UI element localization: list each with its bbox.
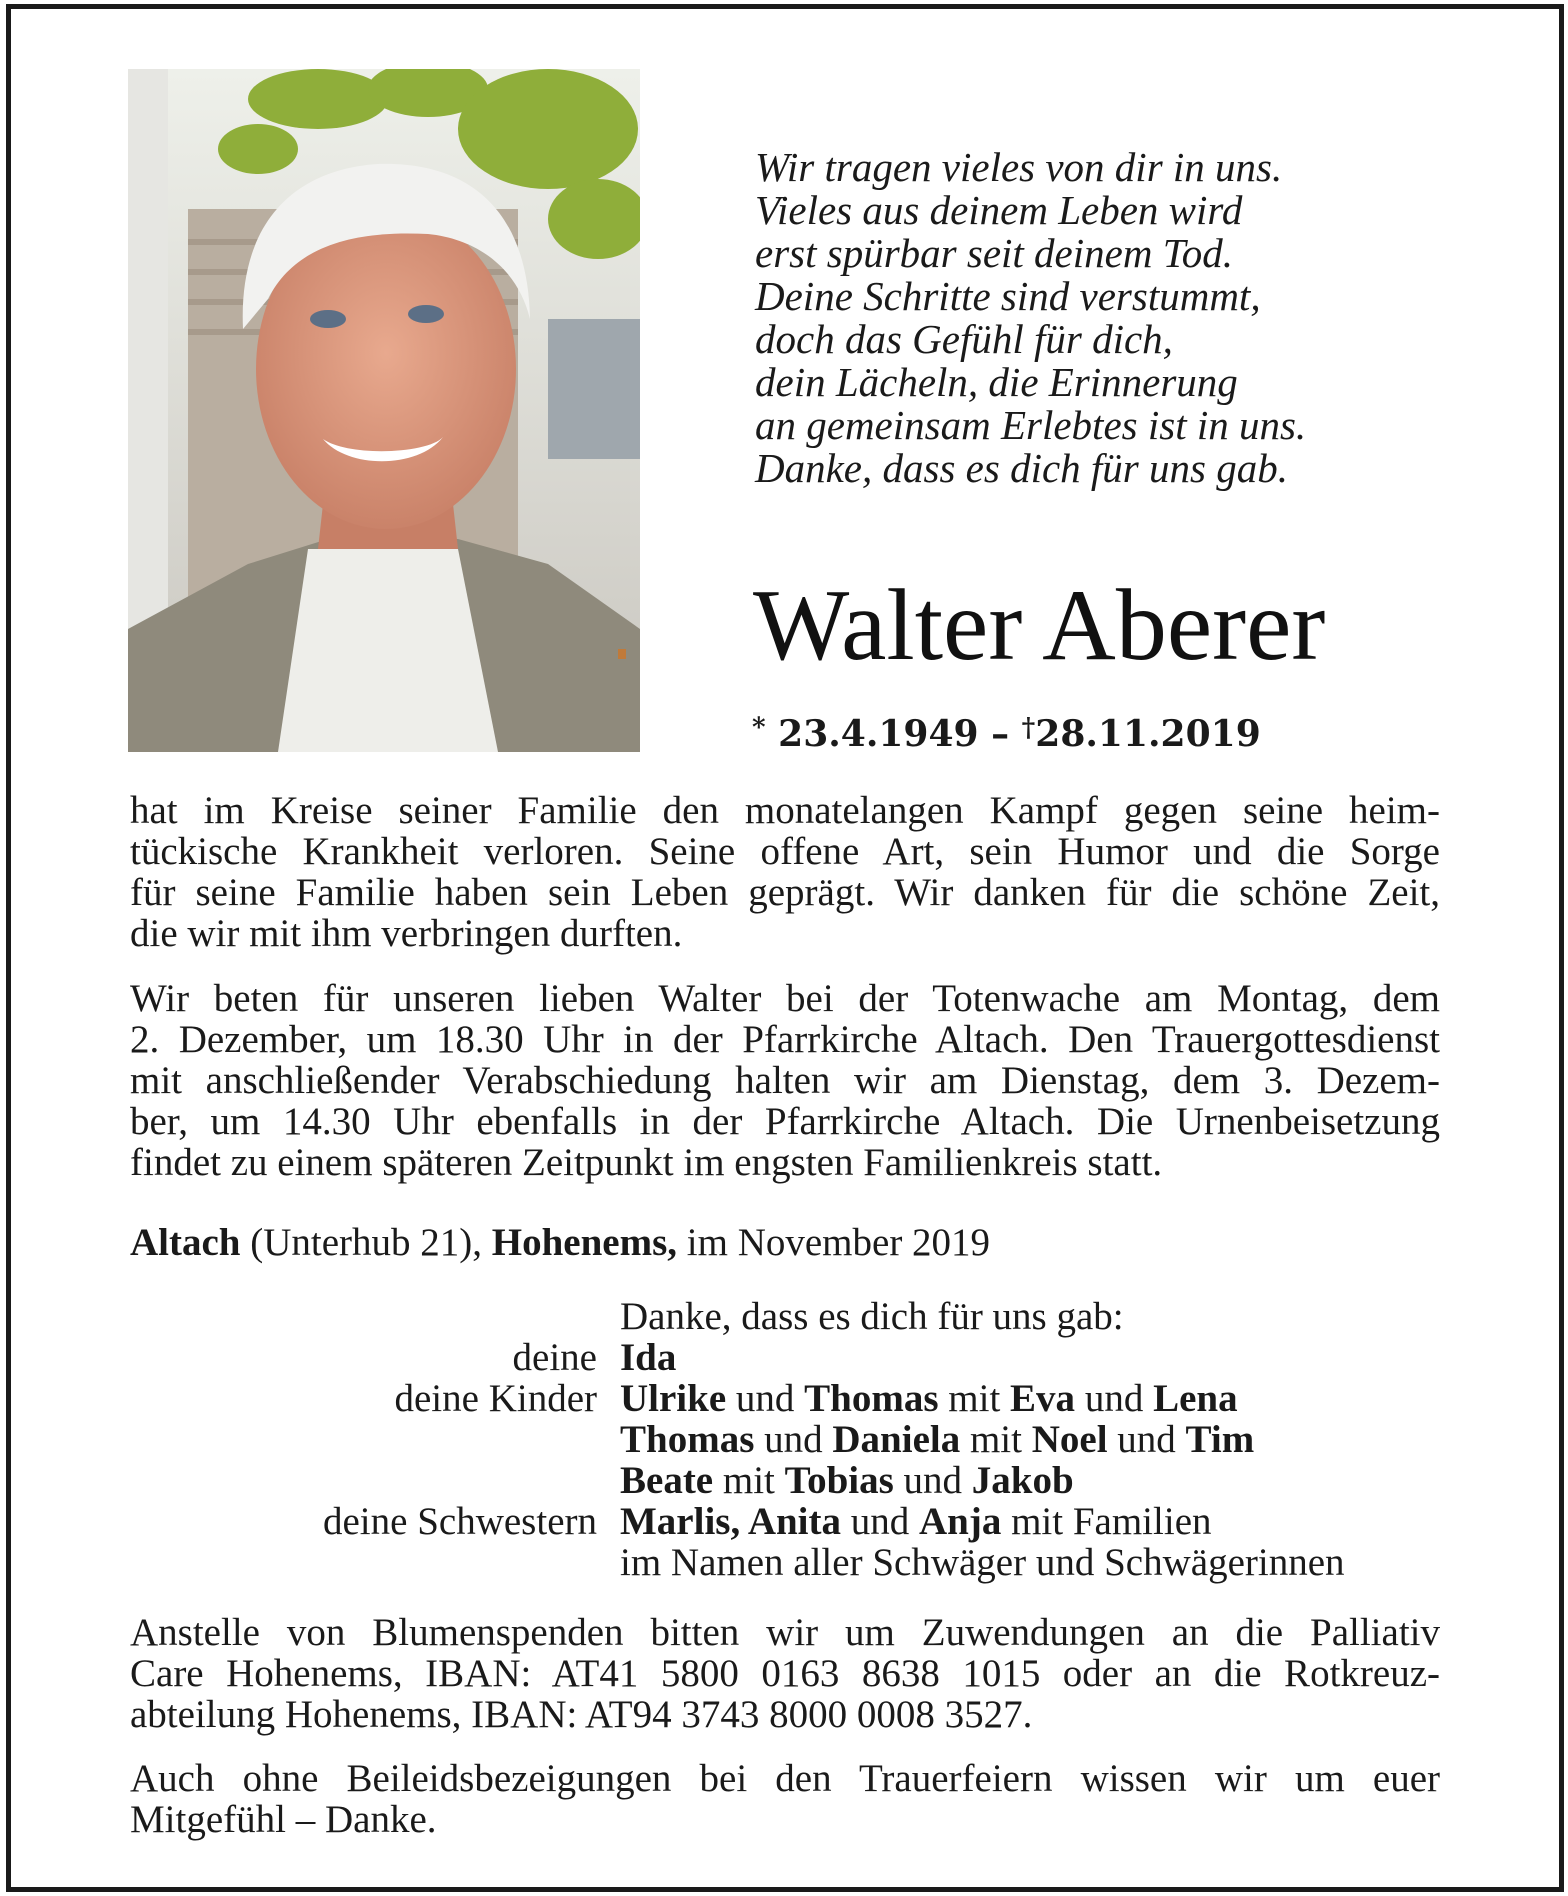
poem-line: Danke, dass es dich für uns gab. [755,445,1288,491]
connector: mit [938,1377,1011,1420]
address: (Unterhub 21), [240,1221,492,1264]
text-line: mit anschließender Verabschiedung halten wir am Dienstag, dem 3. Dezem- [130,1059,1440,1102]
poem-line: Deine Schritte sind verstummt, [755,273,1261,319]
relation-label: deine Kinder [394,1377,597,1420]
text-line: findet zu einem späteren Zeitpunkt im engsten Familienkreis statt. [130,1141,1163,1184]
month-year: im November 2019 [677,1221,991,1264]
family-line [620,1378,1460,1419]
signer-row [130,1378,1460,1419]
family-name: Thomas [620,1418,755,1461]
connector: und [893,1459,972,1502]
connector: und [726,1377,805,1420]
text-line: Care Hohenems, IBAN: AT41 5800 0163 8638 1015 oder an die Rotkreuz- [130,1652,1440,1695]
family-name: Noel [1031,1418,1108,1461]
poem-line: an gemeinsam Erlebtes ist in uns. [755,402,1307,448]
signers-intro: Danke, dass es dich für uns gab: [620,1295,1124,1338]
family-name: Lena [1153,1377,1238,1420]
family-name: Tim [1185,1418,1255,1461]
town-altach: Altach [130,1221,241,1264]
donation-paragraph [130,1612,1440,1735]
death-date: 28.11.2019 [1035,713,1261,755]
town-hohenems: Hohenems, [491,1221,678,1264]
deceased-name: Walter Aberer [753,569,1326,682]
text-line: ber, um 14.30 Uhr ebenfalls in der Pfarrkirche Altach. Die Urnenbeisetzung [130,1100,1440,1143]
family-name: Thomas [804,1377,939,1420]
family-name: Beate [620,1459,714,1502]
text-line: Wir beten für unseren lieben Walter bei der Totenwache am Montag, dem [130,977,1440,1020]
family-line [620,1460,1460,1501]
family-name: Jakob [971,1459,1074,1502]
service-paragraph [130,978,1440,1183]
poem-line: Vieles aus deinem Leben wird [755,187,1243,233]
text-line: die wir mit ihm verbringen durften. [130,912,683,955]
signer-row [130,1337,1460,1378]
connector: und [754,1418,833,1461]
connector: und [1107,1418,1186,1461]
place-and-date [130,1222,990,1263]
life-dates [752,706,1261,756]
connector: mit [960,1418,1032,1461]
relation-label: deine Schwestern [323,1500,597,1543]
portrait-photo [128,69,640,752]
text-line: abteilung Hohenems, IBAN: AT94 3743 8000 0008 3527. [130,1693,1033,1736]
text-line: Mitgefühl – Danke. [130,1798,437,1841]
birth-date: 23.4.1949 [778,713,979,755]
relation-label: deine [512,1336,597,1379]
family-line [620,1501,1460,1542]
text-line: 2. Dezember, um 18.30 Uhr in der Pfarrkirche Altach. Den Trauergottesdienst [130,1018,1440,1061]
poem-line: Wir tragen vieles von dir in uns. [755,144,1283,190]
wife-name: Ida [620,1336,677,1379]
signer-row [130,1460,1460,1501]
poem-line: dein Lächeln, die Erinnerung [755,359,1238,405]
connector: mit [713,1459,785,1502]
poem-line: doch das Gefühl für dich, [755,316,1173,362]
signer-row [130,1419,1460,1460]
family-line [620,1419,1460,1460]
text-line: Auch ohne Beileidsbezeigungen bei den Trauerfeiern wissen wir um euer [130,1757,1440,1800]
family-name: Tobias [784,1459,894,1502]
connector: und [841,1500,919,1543]
death-symbol: † [1021,713,1036,743]
family-name: Marlis, Anita [620,1500,841,1543]
date-separator: – [991,713,1010,755]
in-law-line: im Namen aller Schwäger und Schwägerinnen [620,1541,1345,1584]
closing-paragraph [130,1758,1440,1840]
connector: mit Familien [1001,1500,1212,1543]
mourners-list [130,1296,1460,1583]
announcement-paragraph [130,790,1440,954]
signer-row [130,1542,1460,1583]
birth-symbol: * [752,713,766,743]
poem [755,146,1455,490]
poem-line: erst spürbar seit deinem Tod. [755,230,1233,276]
family-name: Anja [919,1500,1002,1543]
signer-row [130,1296,1460,1337]
text-line: hat im Kreise seiner Familie den monatelangen Kampf gegen seine heim- [130,789,1440,832]
signer-row [130,1501,1460,1542]
family-name: Daniela [832,1418,961,1461]
connector: und [1075,1377,1154,1420]
text-line: Anstelle von Blumenspenden bitten wir um Zuwendungen an die Palliativ [130,1611,1440,1654]
text-line: für seine Familie haben sein Leben geprägt. Wir danken für die schöne Zeit, [130,871,1440,914]
family-name: Eva [1010,1377,1076,1420]
text-line: tückische Krankheit verloren. Seine offene Art, sein Humor und die Sorge [130,830,1440,873]
family-name: Ulrike [620,1377,727,1420]
